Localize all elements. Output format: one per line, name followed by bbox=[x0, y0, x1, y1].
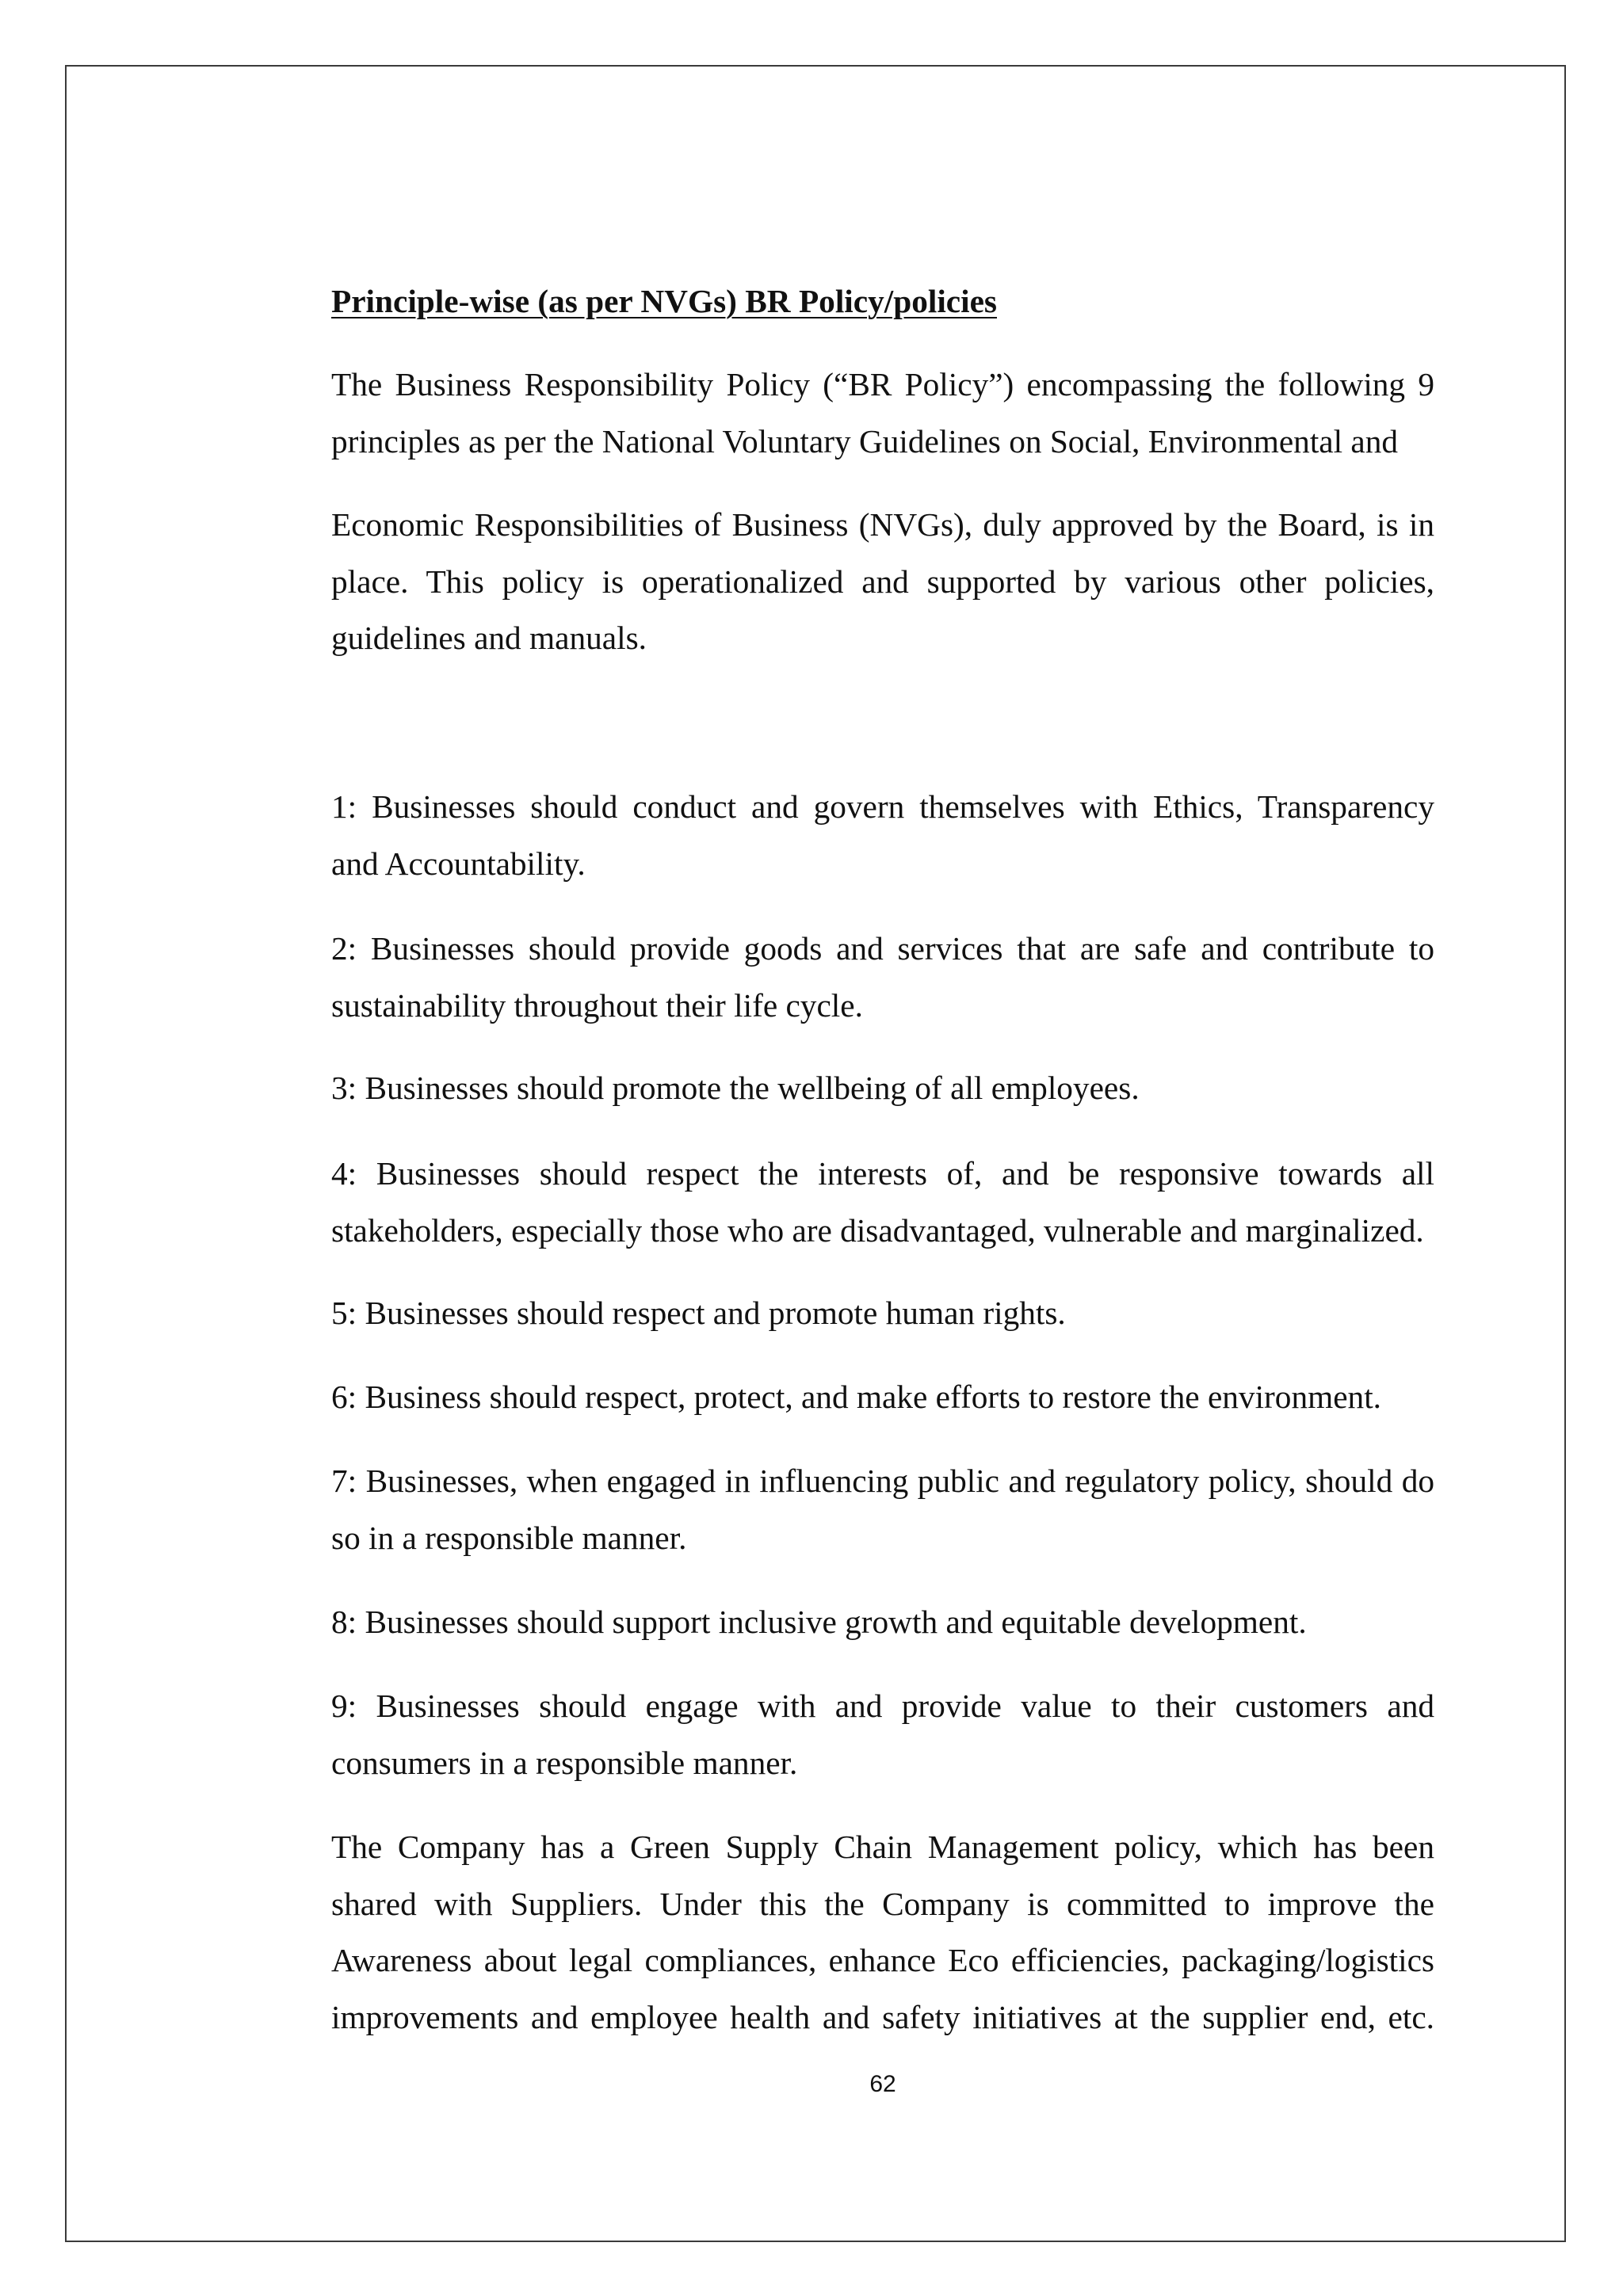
principle-line: sustainability throughout their life cycle. bbox=[331, 986, 863, 1024]
principle-line: 1: Businesses should conduct and govern themselves with Ethics, Transparency bbox=[331, 788, 1434, 825]
principle-5 bbox=[331, 1285, 1434, 1342]
principle-6 bbox=[331, 1369, 1434, 1426]
principle-line: stakeholders, especially those who are disadvantaged, vulnerable and marginalized. bbox=[331, 1211, 1424, 1249]
principle-line: 4: Businesses should respect the interests of, and be responsive towards all bbox=[331, 1155, 1434, 1192]
paragraph-line: Economic Responsibilities of Business (NVGs), duly approved by the Board, is in bbox=[331, 506, 1434, 543]
principle-line: and Accountability. bbox=[331, 845, 586, 882]
paragraph-line: The Company has a Green Supply Chain Management policy, which has been bbox=[331, 1829, 1434, 1865]
principle-line: 8: Businesses should support inclusive growth and equitable development. bbox=[331, 1604, 1307, 1640]
paragraph-line: principles as per the National Voluntary Guidelines on Social, Environmental and bbox=[331, 422, 1399, 460]
principle-3 bbox=[331, 1060, 1434, 1117]
page-number: 62 bbox=[869, 2071, 896, 2097]
principle-8 bbox=[331, 1594, 1434, 1651]
principle-line: so in a responsible manner. bbox=[331, 1519, 687, 1556]
paragraph-line: guidelines and manuals. bbox=[331, 620, 647, 656]
principle-line: 5: Businesses should respect and promote human rights. bbox=[331, 1295, 1066, 1331]
paragraph-line: The Business Responsibility Policy (“BR Policy”) encompassing the following 9 bbox=[331, 366, 1434, 402]
paragraph-line: improvements and employee health and safety initiatives at the supplier end, etc. bbox=[331, 1998, 1434, 2035]
principle-line: 6: Business should respect, protect, and make efforts to restore the environment. bbox=[331, 1379, 1381, 1415]
paragraph-line: Awareness about legal compliances, enhance Eco efficiencies, packaging/logistics bbox=[331, 1942, 1434, 1978]
principle-line: 7: Businesses, when engaged in influencing public and regulatory policy, should do bbox=[331, 1463, 1434, 1499]
intro-paragraph-2 bbox=[331, 497, 1434, 667]
principle-line: 9: Businesses should engage with and provide value to their customers and bbox=[331, 1688, 1434, 1724]
paragraph-line: shared with Suppliers. Under this the Company is committed to improve the bbox=[331, 1885, 1434, 1922]
section-heading: Principle-wise (as per NVGs) BR Policy/policies bbox=[331, 283, 997, 319]
closing-paragraph bbox=[331, 1819, 1434, 2046]
principle-line: 3: Businesses should promote the wellbeing of all employees. bbox=[331, 1070, 1140, 1106]
paragraph-line: place. This policy is operationalized and supported by various other policies, bbox=[331, 563, 1434, 600]
principle-4 bbox=[331, 1146, 1434, 1259]
intro-paragraph-1 bbox=[331, 357, 1434, 470]
principle-9 bbox=[331, 1678, 1434, 1791]
principle-line: consumers in a responsible manner. bbox=[331, 1744, 798, 1781]
principle-7 bbox=[331, 1453, 1434, 1566]
principle-1 bbox=[331, 779, 1434, 892]
principle-line: 2: Businesses should provide goods and services that are safe and contribute to bbox=[331, 930, 1434, 967]
principle-2 bbox=[331, 921, 1434, 1034]
